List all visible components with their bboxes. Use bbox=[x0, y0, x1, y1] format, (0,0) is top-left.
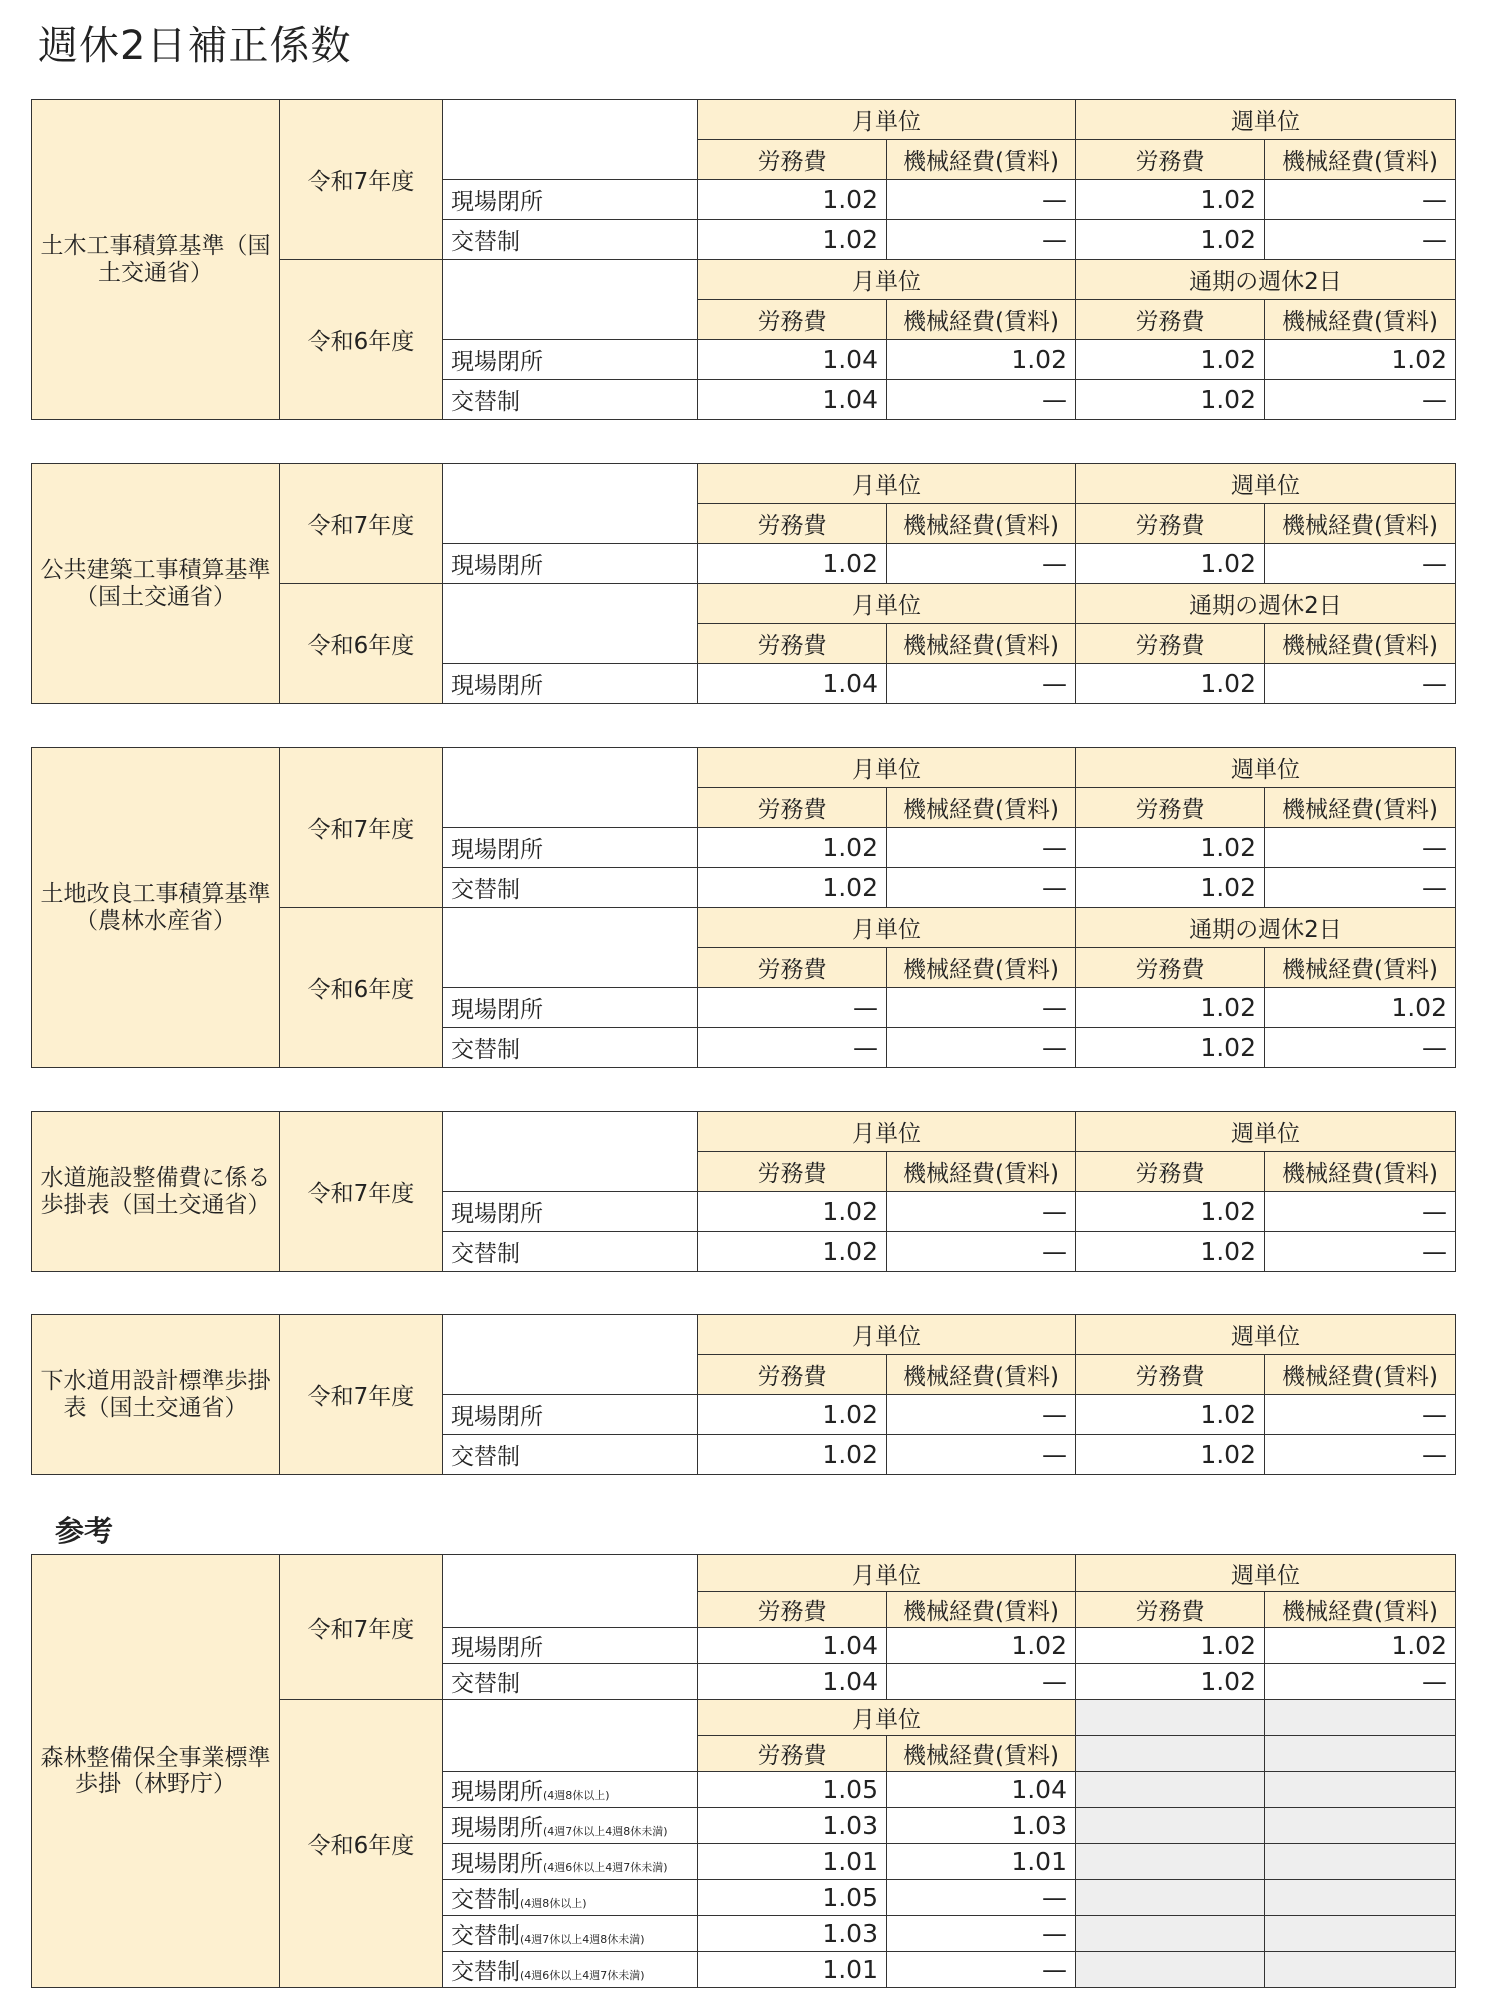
value-cell: 1.02 bbox=[698, 1435, 887, 1475]
header-labor: 労務費 bbox=[698, 1355, 887, 1395]
header-labor: 労務費 bbox=[698, 1592, 887, 1628]
header-labor: 労務費 bbox=[1076, 1592, 1265, 1628]
value-cell: — bbox=[887, 544, 1076, 584]
table-forest-conservation bbox=[31, 1554, 1456, 1988]
table-public-building bbox=[31, 463, 1456, 704]
row-label-closure: 現場閉所 bbox=[443, 1192, 698, 1232]
year-label: 令和7年度 bbox=[280, 748, 443, 908]
value-cell: 1.01 bbox=[698, 1952, 887, 1988]
header-machine: 機械経費(賃料) bbox=[1265, 624, 1456, 664]
value-cell: — bbox=[887, 1664, 1076, 1700]
header-machine: 機械経費(賃料) bbox=[887, 140, 1076, 180]
header-machine: 機械経費(賃料) bbox=[1265, 1355, 1456, 1395]
row-label-shift: 交替制 bbox=[443, 220, 698, 260]
value-cell: — bbox=[1265, 1395, 1456, 1435]
header-labor: 労務費 bbox=[698, 140, 887, 180]
value-cell: 1.02 bbox=[698, 1192, 887, 1232]
row-label-closure: 現場閉所 bbox=[443, 828, 698, 868]
year-label: 令和7年度 bbox=[280, 100, 443, 260]
row-label-shift: 交替制 bbox=[443, 1435, 698, 1475]
header-machine: 機械経費(賃料) bbox=[887, 1592, 1076, 1628]
value-cell: 1.02 bbox=[1265, 1628, 1456, 1664]
value-cell: 1.05 bbox=[698, 1772, 887, 1808]
value-cell: 1.02 bbox=[1076, 220, 1265, 260]
value-cell: 1.04 bbox=[698, 340, 887, 380]
value-cell: — bbox=[887, 868, 1076, 908]
year-label: 令和6年度 bbox=[280, 1700, 443, 1988]
header-monthly: 月単位 bbox=[698, 464, 1076, 504]
header-monthly: 月単位 bbox=[698, 584, 1076, 624]
row-label-closure: 現場閉所 bbox=[443, 180, 698, 220]
row-label-shift: 交替制 bbox=[443, 1028, 698, 1068]
empty-cell bbox=[1265, 1736, 1456, 1772]
header-weekly: 週単位 bbox=[1076, 1112, 1456, 1152]
header-monthly: 月単位 bbox=[698, 1112, 1076, 1152]
value-cell: 1.03 bbox=[698, 1808, 887, 1844]
value-cell: 1.04 bbox=[698, 1664, 887, 1700]
value-cell: — bbox=[887, 664, 1076, 704]
value-cell: — bbox=[698, 1028, 887, 1068]
value-cell: 1.02 bbox=[1076, 1028, 1265, 1068]
empty-cell bbox=[1076, 1700, 1265, 1736]
empty-cell bbox=[1265, 1880, 1456, 1916]
header-weekly: 週単位 bbox=[1076, 100, 1456, 140]
row-label-shift: 交替制 bbox=[443, 1232, 698, 1272]
value-cell: 1.02 bbox=[698, 868, 887, 908]
header-machine: 機械経費(賃料) bbox=[887, 948, 1076, 988]
header-full-period: 通期の週休2日 bbox=[1076, 260, 1456, 300]
header-monthly: 月単位 bbox=[698, 908, 1076, 948]
value-cell: 1.02 bbox=[1076, 1628, 1265, 1664]
header-labor: 労務費 bbox=[698, 504, 887, 544]
value-cell: 1.02 bbox=[698, 544, 887, 584]
org-label: 公共建築工事積算基準（国土交通省） bbox=[32, 464, 280, 704]
value-cell: 1.02 bbox=[1076, 340, 1265, 380]
header-machine: 機械経費(賃料) bbox=[887, 504, 1076, 544]
row-label-shift: 交替制(4週6休以上4週7休未満) bbox=[443, 1952, 698, 1988]
row-label-shift: 交替制(4週8休以上) bbox=[443, 1880, 698, 1916]
value-cell: 1.02 bbox=[698, 1232, 887, 1272]
value-cell: 1.04 bbox=[698, 1628, 887, 1664]
table-sewerage bbox=[31, 1314, 1456, 1475]
empty-cell bbox=[1265, 1916, 1456, 1952]
value-cell: — bbox=[1265, 1664, 1456, 1700]
value-cell: 1.02 bbox=[698, 828, 887, 868]
header-labor: 労務費 bbox=[698, 1152, 887, 1192]
value-cell: 1.02 bbox=[1076, 544, 1265, 584]
value-cell: — bbox=[887, 1952, 1076, 1988]
row-label-shift: 交替制 bbox=[443, 868, 698, 908]
header-weekly: 週単位 bbox=[1076, 464, 1456, 504]
row-label-closure: 現場閉所 bbox=[443, 988, 698, 1028]
header-machine: 機械経費(賃料) bbox=[887, 1355, 1076, 1395]
empty-cell bbox=[1076, 1880, 1265, 1916]
row-label-closure: 現場閉所 bbox=[443, 340, 698, 380]
value-cell: 1.02 bbox=[1076, 1435, 1265, 1475]
org-label: 土木工事積算基準（国土交通省） bbox=[32, 100, 280, 420]
header-monthly: 月単位 bbox=[698, 260, 1076, 300]
header-labor: 労務費 bbox=[1076, 948, 1265, 988]
row-note: (4週6休以上4週7休未満) bbox=[520, 1969, 645, 1982]
row-label-closure: 現場閉所(4週7休以上4週8休未満) bbox=[443, 1808, 698, 1844]
header-monthly: 月単位 bbox=[698, 100, 1076, 140]
value-cell: 1.02 bbox=[698, 180, 887, 220]
header-labor: 労務費 bbox=[1076, 504, 1265, 544]
header-machine: 機械経費(賃料) bbox=[887, 788, 1076, 828]
empty-cell bbox=[1265, 1952, 1456, 1988]
empty-cell bbox=[1076, 1808, 1265, 1844]
org-label: 土地改良工事積算基準（農林水産省） bbox=[32, 748, 280, 1068]
row-label-closure: 現場閉所 bbox=[443, 664, 698, 704]
reference-heading: 参考 bbox=[55, 1514, 114, 1548]
value-cell: — bbox=[887, 1028, 1076, 1068]
year-label: 令和7年度 bbox=[280, 1112, 443, 1272]
header-machine: 機械経費(賃料) bbox=[1265, 1152, 1456, 1192]
value-cell: 1.02 bbox=[1076, 988, 1265, 1028]
header-monthly: 月単位 bbox=[698, 748, 1076, 788]
value-cell: 1.02 bbox=[1076, 828, 1265, 868]
value-cell: 1.02 bbox=[1265, 340, 1456, 380]
value-cell: 1.03 bbox=[887, 1808, 1076, 1844]
value-cell: — bbox=[887, 1192, 1076, 1232]
value-cell: 1.02 bbox=[1076, 1395, 1265, 1435]
header-machine: 機械経費(賃料) bbox=[887, 624, 1076, 664]
header-weekly: 週単位 bbox=[1076, 748, 1456, 788]
value-cell: 1.02 bbox=[698, 220, 887, 260]
value-cell: — bbox=[887, 828, 1076, 868]
value-cell: — bbox=[1265, 220, 1456, 260]
value-cell: — bbox=[1265, 1028, 1456, 1068]
value-cell: 1.02 bbox=[887, 340, 1076, 380]
org-label: 森林整備保全事業標準歩掛（林野庁） bbox=[32, 1555, 280, 1988]
value-cell: 1.02 bbox=[1076, 664, 1265, 704]
value-cell: 1.02 bbox=[1076, 180, 1265, 220]
header-labor: 労務費 bbox=[698, 788, 887, 828]
header-machine: 機械経費(賃料) bbox=[1265, 1592, 1456, 1628]
value-cell: 1.02 bbox=[1076, 1192, 1265, 1232]
header-full-period: 通期の週休2日 bbox=[1076, 584, 1456, 624]
value-cell: — bbox=[1265, 1435, 1456, 1475]
header-monthly: 月単位 bbox=[698, 1315, 1076, 1355]
value-cell: — bbox=[1265, 828, 1456, 868]
table-civil-engineering bbox=[31, 99, 1456, 420]
value-cell: — bbox=[1265, 664, 1456, 704]
header-machine: 機械経費(賃料) bbox=[887, 1736, 1076, 1772]
value-cell: 1.04 bbox=[887, 1772, 1076, 1808]
row-label-shift: 交替制 bbox=[443, 1664, 698, 1700]
row-label-closure: 現場閉所 bbox=[443, 1395, 698, 1435]
table-water-supply bbox=[31, 1111, 1456, 1272]
value-cell: 1.01 bbox=[887, 1844, 1076, 1880]
value-cell: — bbox=[887, 1435, 1076, 1475]
value-cell: 1.02 bbox=[1076, 868, 1265, 908]
year-label: 令和7年度 bbox=[280, 1315, 443, 1475]
header-machine: 機械経費(賃料) bbox=[1265, 948, 1456, 988]
header-machine: 機械経費(賃料) bbox=[1265, 788, 1456, 828]
empty-cell bbox=[1076, 1916, 1265, 1952]
value-cell: 1.02 bbox=[1076, 1232, 1265, 1272]
page-title: 週休2日補正係数 bbox=[38, 23, 352, 69]
empty-cell bbox=[1265, 1700, 1456, 1736]
row-note: (4週8休以上) bbox=[543, 1789, 610, 1802]
value-cell: 1.05 bbox=[698, 1880, 887, 1916]
empty-cell bbox=[1265, 1772, 1456, 1808]
row-label-shift: 交替制(4週7休以上4週8休未満) bbox=[443, 1916, 698, 1952]
header-full-period: 通期の週休2日 bbox=[1076, 908, 1456, 948]
header-monthly: 月単位 bbox=[698, 1555, 1076, 1592]
value-cell: — bbox=[1265, 1192, 1456, 1232]
header-machine: 機械経費(賃料) bbox=[1265, 140, 1456, 180]
header-labor: 労務費 bbox=[698, 948, 887, 988]
header-labor: 労務費 bbox=[1076, 624, 1265, 664]
value-cell: 1.01 bbox=[698, 1844, 887, 1880]
year-label: 令和7年度 bbox=[280, 464, 443, 584]
header-monthly: 月単位 bbox=[698, 1700, 1076, 1736]
year-label: 令和6年度 bbox=[280, 584, 443, 704]
value-cell: — bbox=[1265, 380, 1456, 420]
value-cell: 1.04 bbox=[698, 664, 887, 704]
row-note: (4週7休以上4週8休未満) bbox=[520, 1933, 645, 1946]
value-cell: — bbox=[887, 1916, 1076, 1952]
org-label: 下水道用設計標準歩掛表（国土交通省） bbox=[32, 1315, 280, 1475]
value-cell: 1.02 bbox=[887, 1628, 1076, 1664]
header-machine: 機械経費(賃料) bbox=[1265, 300, 1456, 340]
value-cell: 1.02 bbox=[1076, 380, 1265, 420]
value-cell: 1.02 bbox=[1265, 988, 1456, 1028]
value-cell: — bbox=[1265, 868, 1456, 908]
row-label-closure: 現場閉所 bbox=[443, 1628, 698, 1664]
header-labor: 労務費 bbox=[1076, 300, 1265, 340]
row-note: (4週6休以上4週7休未満) bbox=[543, 1861, 668, 1874]
value-cell: 1.03 bbox=[698, 1916, 887, 1952]
empty-cell bbox=[1076, 1736, 1265, 1772]
header-machine: 機械経費(賃料) bbox=[887, 300, 1076, 340]
empty-cell bbox=[1076, 1772, 1265, 1808]
header-labor: 労務費 bbox=[1076, 788, 1265, 828]
row-label-closure: 現場閉所 bbox=[443, 544, 698, 584]
header-labor: 労務費 bbox=[1076, 1152, 1265, 1192]
row-note: (4週7休以上4週8休未満) bbox=[543, 1825, 668, 1838]
row-label-closure: 現場閉所(4週6休以上4週7休未満) bbox=[443, 1844, 698, 1880]
value-cell: 1.02 bbox=[1076, 1664, 1265, 1700]
value-cell: — bbox=[698, 988, 887, 1028]
value-cell: — bbox=[887, 220, 1076, 260]
row-label-closure: 現場閉所(4週8休以上) bbox=[443, 1772, 698, 1808]
org-label: 水道施設整備費に係る歩掛表（国土交通省） bbox=[32, 1112, 280, 1272]
header-labor: 労務費 bbox=[1076, 140, 1265, 180]
value-cell: — bbox=[1265, 180, 1456, 220]
empty-cell bbox=[1076, 1952, 1265, 1988]
empty-cell bbox=[1265, 1844, 1456, 1880]
value-cell: — bbox=[887, 1395, 1076, 1435]
row-note: (4週8休以上) bbox=[520, 1897, 587, 1910]
value-cell: — bbox=[1265, 544, 1456, 584]
header-machine: 機械経費(賃料) bbox=[887, 1152, 1076, 1192]
header-labor: 労務費 bbox=[1076, 1355, 1265, 1395]
value-cell: — bbox=[887, 180, 1076, 220]
value-cell: — bbox=[887, 1232, 1076, 1272]
empty-cell bbox=[1265, 1808, 1456, 1844]
value-cell: — bbox=[887, 380, 1076, 420]
header-weekly: 週単位 bbox=[1076, 1315, 1456, 1355]
row-label-shift: 交替制 bbox=[443, 380, 698, 420]
value-cell: 1.02 bbox=[698, 1395, 887, 1435]
year-label: 令和6年度 bbox=[280, 260, 443, 420]
table-land-improvement bbox=[31, 747, 1456, 1068]
year-label: 令和7年度 bbox=[280, 1555, 443, 1700]
value-cell: — bbox=[887, 1880, 1076, 1916]
year-label: 令和6年度 bbox=[280, 908, 443, 1068]
value-cell: 1.04 bbox=[698, 380, 887, 420]
header-labor: 労務費 bbox=[698, 1736, 887, 1772]
value-cell: — bbox=[887, 988, 1076, 1028]
header-labor: 労務費 bbox=[698, 300, 887, 340]
header-labor: 労務費 bbox=[698, 624, 887, 664]
header-weekly: 週単位 bbox=[1076, 1555, 1456, 1592]
value-cell: — bbox=[1265, 1232, 1456, 1272]
header-machine: 機械経費(賃料) bbox=[1265, 504, 1456, 544]
empty-cell bbox=[1076, 1844, 1265, 1880]
